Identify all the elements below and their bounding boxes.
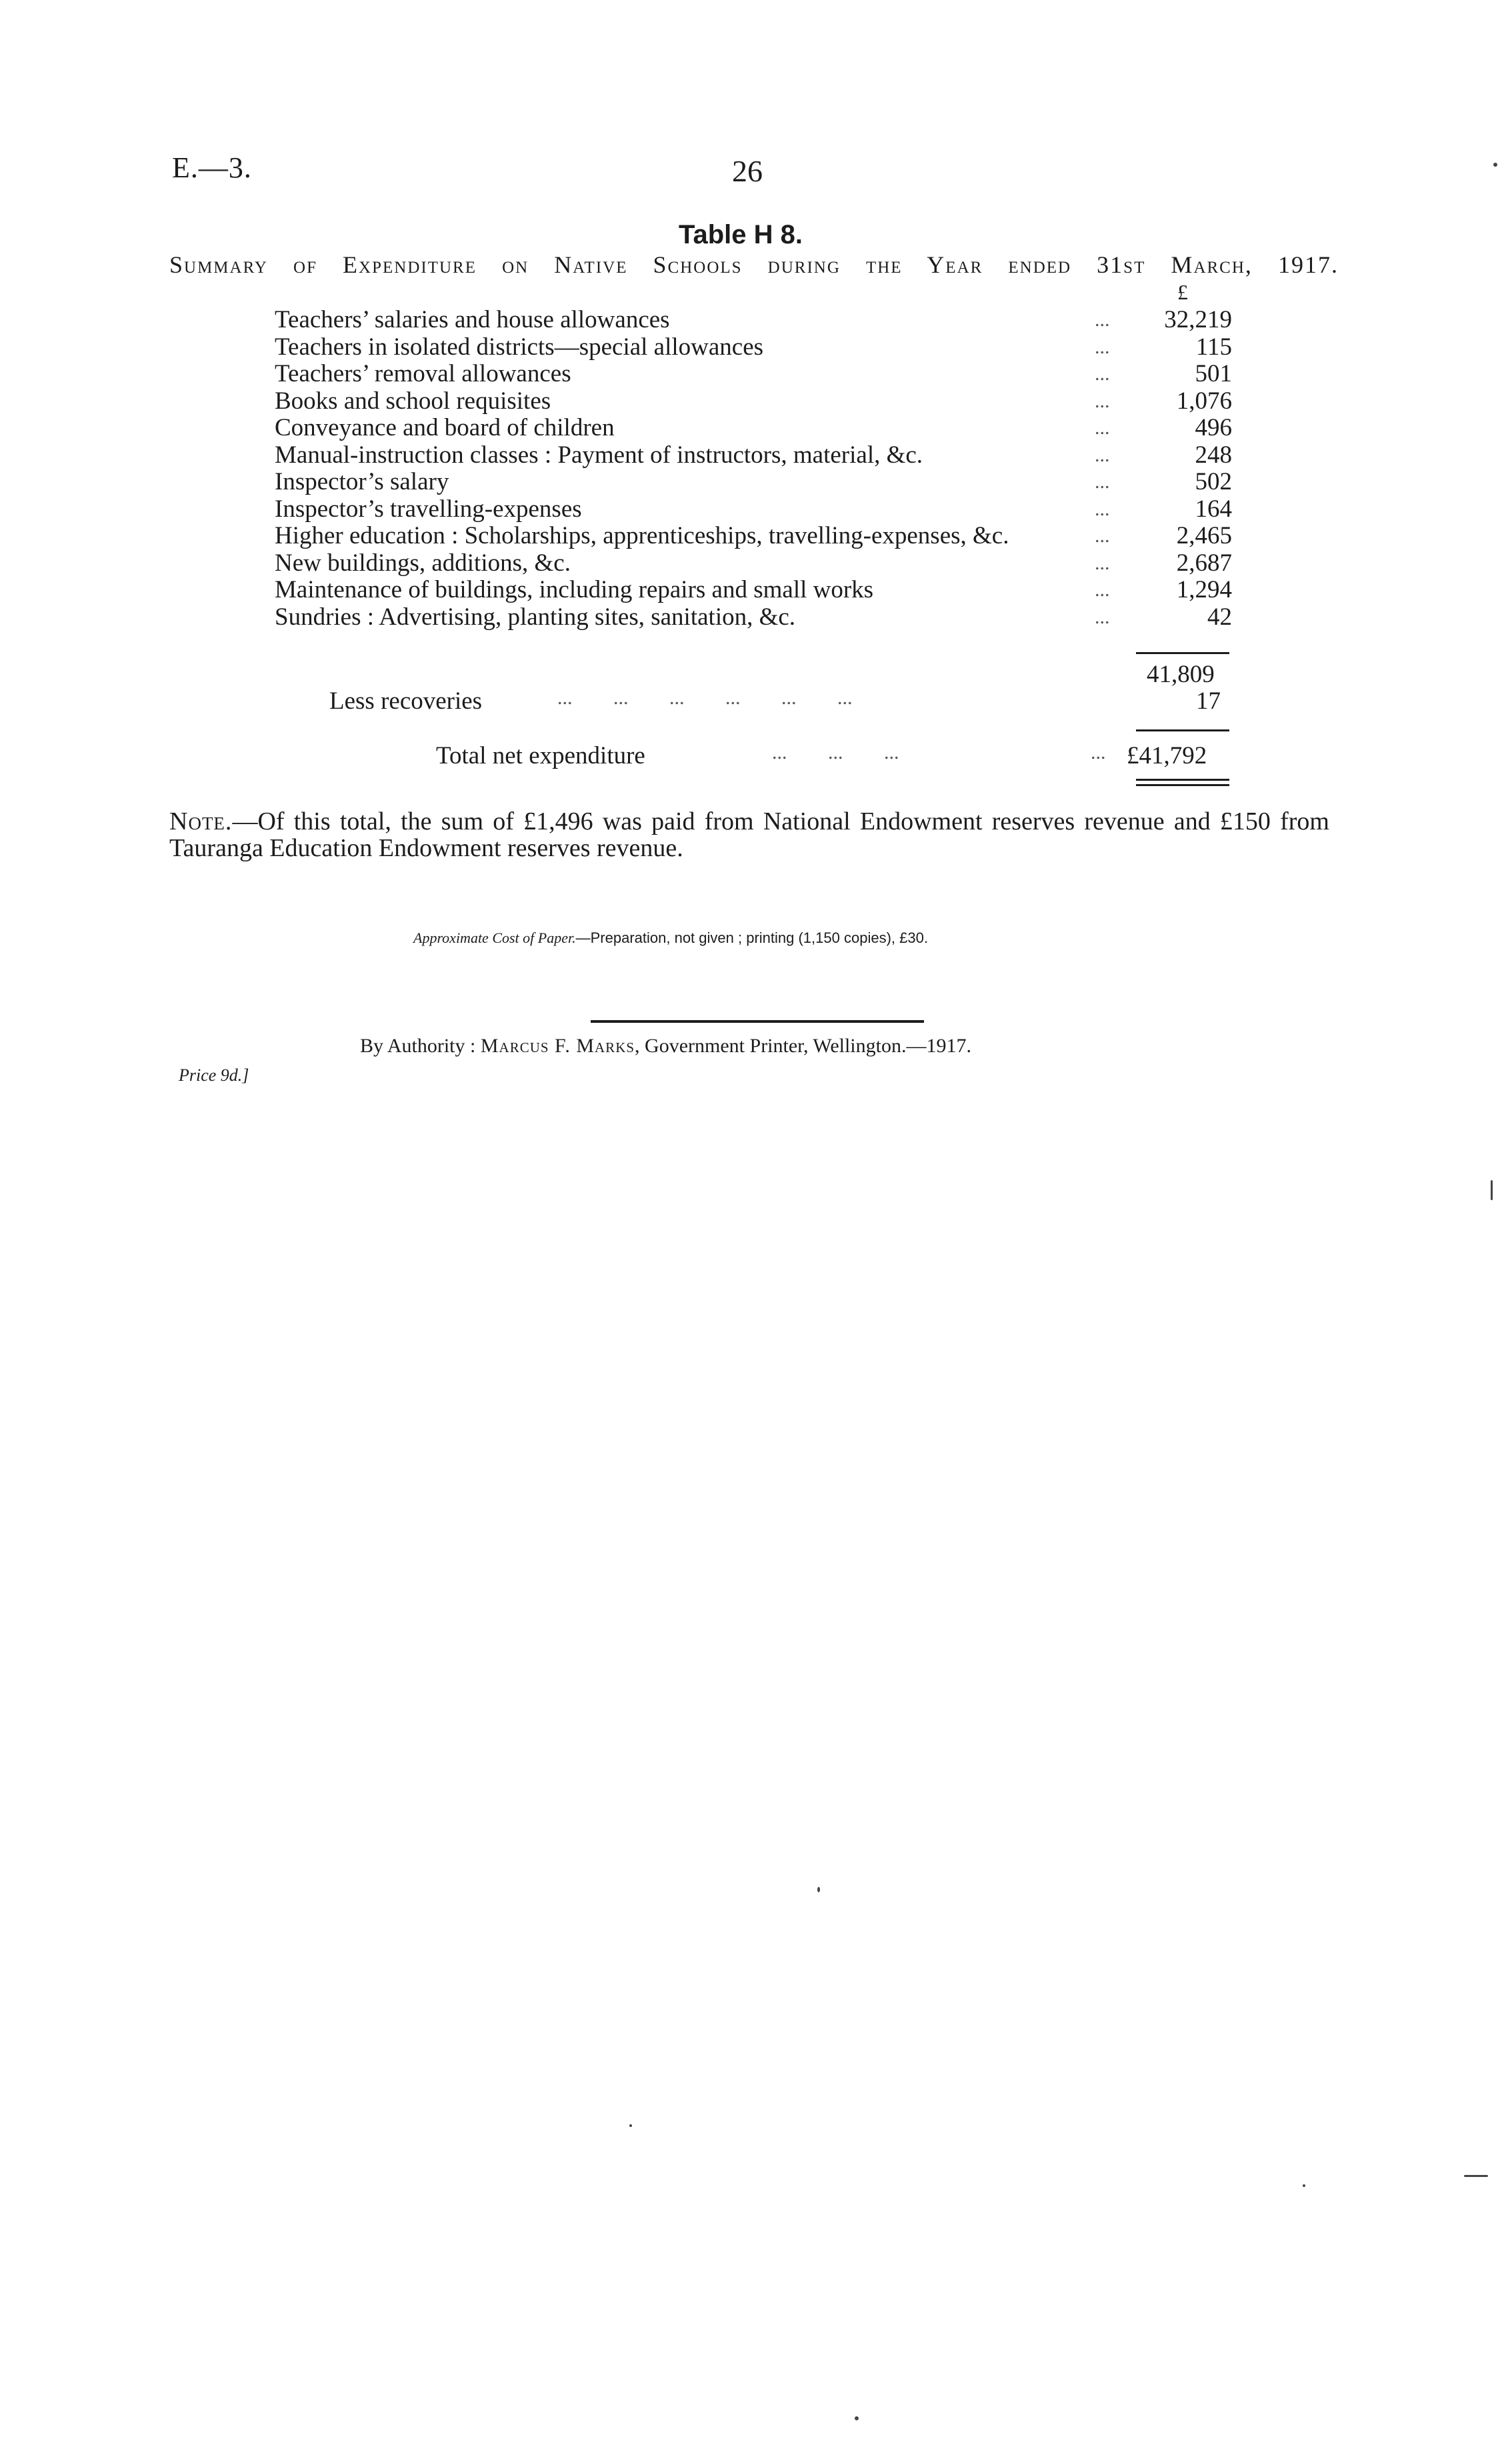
row-amount: 32,219 [1164, 306, 1232, 333]
table-subtitle: Summary of Expenditure on Native Schools during the Year ended 31st March, 1917. [169, 251, 1339, 278]
leader-dots: ... ... ... ... ... ... [557, 687, 853, 709]
row-label: Teachers’ removal allowances [275, 360, 571, 387]
total-rule [1136, 729, 1229, 731]
table-title: Table H 8. [679, 220, 803, 249]
row-amount: 501 [1195, 360, 1232, 387]
table-row [275, 388, 1232, 415]
scan-speck [629, 2124, 632, 2127]
scan-speck [855, 2416, 859, 2420]
row-amount: 496 [1195, 414, 1232, 441]
leader-dots: ... [1095, 525, 1110, 547]
total-label: Total net expenditure [436, 742, 645, 769]
leader-dots: ... [1095, 551, 1110, 574]
leader-dots: ... [1095, 389, 1110, 412]
leader-dots: ... [1095, 443, 1110, 466]
less-recoveries-label: Less recoveries [329, 687, 483, 715]
total-amount: £41,792 [1127, 742, 1207, 769]
row-amount: 1,294 [1176, 576, 1232, 603]
currency-symbol: £ [1177, 280, 1188, 304]
total-double-rule-bottom [1136, 784, 1229, 786]
leader-dots: ... [1095, 497, 1110, 520]
cost-line [413, 929, 928, 947]
leader-dots: ... [1095, 579, 1110, 601]
row-label: Teachers’ salaries and house allowances [275, 306, 670, 333]
imprint-rule [591, 1020, 924, 1023]
leader-dots: ... [1095, 471, 1110, 493]
leader-dots: ... [1091, 741, 1106, 763]
row-amount: 248 [1195, 441, 1232, 469]
table-row [275, 523, 1232, 550]
printer-name: Marcus F. Marks [480, 1035, 635, 1057]
row-label: Conveyance and board of children [275, 414, 615, 441]
row-label: Higher education : Scholarships, apprenticeships, travelling-expenses, &c. [275, 522, 1009, 549]
table-row [275, 550, 1232, 577]
row-label: Inspector’s salary [275, 468, 449, 495]
leader-dots: ... [1095, 363, 1110, 385]
row-amount: 115 [1195, 333, 1232, 361]
note-prefix: Note. [169, 807, 233, 835]
expenditure-table [275, 307, 1232, 631]
table-row [275, 307, 1232, 334]
leader-dots: ... [1095, 605, 1110, 628]
row-amount: 2,687 [1176, 549, 1232, 577]
subtotal-rule [1136, 652, 1229, 654]
table-row [275, 334, 1232, 361]
total-double-rule-top [1136, 779, 1229, 781]
cost-text: —Preparation, not given ; printing (1,150 copies), £30. [575, 929, 928, 946]
table-row [275, 577, 1232, 604]
scan-speck [1493, 163, 1497, 167]
imprint-prefix: By Authority : [360, 1035, 481, 1057]
price-note: Price 9d.] [179, 1065, 249, 1085]
leader-dots: ... ... ... [772, 741, 899, 763]
page-number: 26 [732, 154, 763, 188]
table-row [275, 604, 1232, 631]
row-label: Maintenance of buildings, including repairs and small works [275, 576, 874, 603]
cost-label: Approximate Cost of Paper. [413, 929, 576, 946]
imprint-line [360, 1035, 971, 1057]
less-recoveries-amount: 17 [1196, 687, 1221, 715]
scan-speck [817, 1887, 820, 1892]
table-row [275, 415, 1232, 442]
imprint-suffix: , Government Printer, Wellington.—1917. [635, 1035, 971, 1057]
row-amount: 42 [1207, 603, 1232, 631]
row-amount: 164 [1195, 495, 1232, 523]
row-label: Sundries : Advertising, planting sites, sanitation, &c. [275, 603, 796, 631]
row-label: Inspector’s travelling-expenses [275, 495, 582, 523]
scan-speck [1464, 2175, 1488, 2177]
table-row [275, 442, 1232, 469]
row-label: New buildings, additions, &c. [275, 549, 571, 577]
row-label: Teachers in isolated districts—special allowances [275, 333, 764, 361]
leader-dots: ... [1095, 417, 1110, 439]
scan-speck [1303, 2184, 1305, 2187]
row-label: Books and school requisites [275, 387, 551, 415]
note-text: —Of this total, the sum of £1,496 was paid from National Endowment reserves revenue and £150 from Tauranga Education Endowment reserves revenue. [169, 807, 1329, 862]
scan-speck [1491, 1180, 1493, 1200]
table-row [275, 469, 1232, 496]
table-row [275, 496, 1232, 523]
note-paragraph [169, 808, 1329, 861]
row-amount: 1,076 [1176, 387, 1232, 415]
row-amount: 2,465 [1176, 522, 1232, 549]
subtotal-amount: 41,809 [1147, 661, 1215, 688]
leader-dots: ... [1095, 309, 1110, 331]
row-label: Manual-instruction classes : Payment of instructors, material, &c. [275, 441, 923, 469]
document-code: E.—3. [172, 151, 252, 184]
row-amount: 502 [1195, 468, 1232, 495]
leader-dots: ... [1095, 335, 1110, 358]
table-row [275, 361, 1232, 388]
